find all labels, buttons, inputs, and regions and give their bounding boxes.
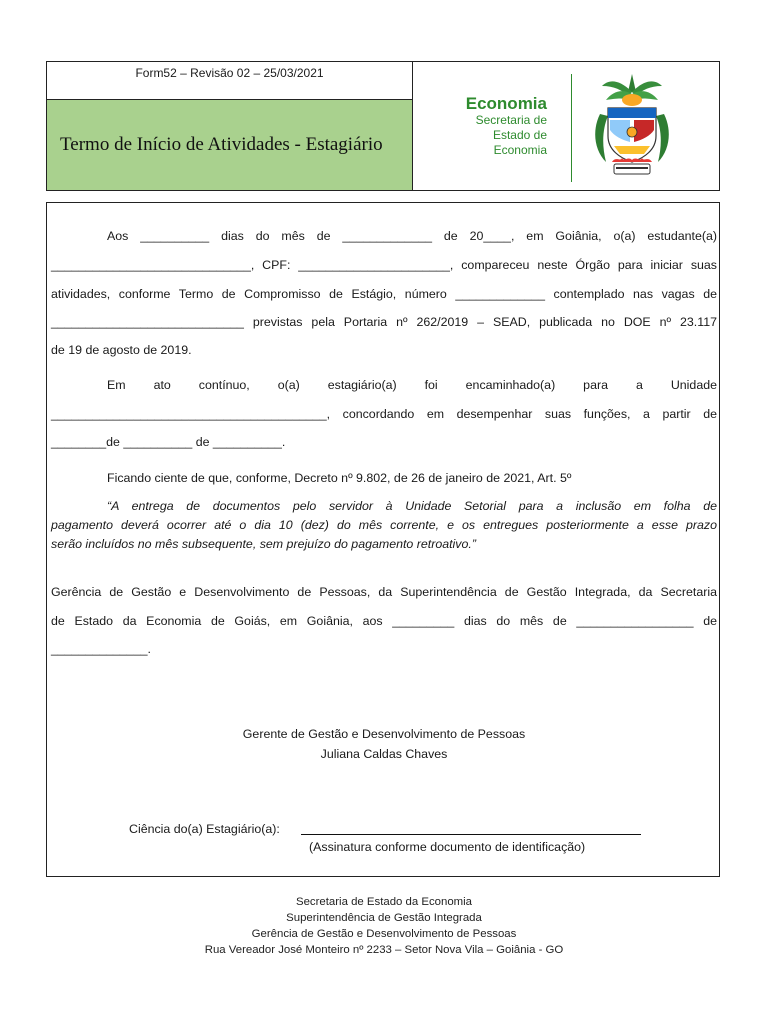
goias-coat-of-arms-icon (588, 70, 676, 182)
title-cell (47, 100, 412, 190)
signature-note: (Assinatura conforme documento de identificação) (309, 840, 586, 854)
footer-line-2: Superintendência de Gestão Integrada (286, 912, 482, 924)
paragraph-1-line-5: de 19 de agosto de 2019. (51, 343, 192, 357)
footer-line-1: Secretaria de Estado da Economia (295, 896, 473, 908)
document-title: Termo de Início de Atividades - Estagiário (60, 134, 383, 155)
economia-sub-2: Estado de (492, 128, 547, 142)
paragraph-1-line-1: Aos __________ dias do mês de _____________ de 20____, em Goiânia, o(a) estudante(a) (107, 229, 717, 243)
manager-name: Juliana Caldas Chaves (320, 747, 448, 761)
economia-sub-1: Secretaria de (475, 113, 547, 127)
paragraph-4-line-2: de Estado da Economia de Goiás, em Goiânia, aos _________ dias do mês de _________________ de (51, 614, 717, 628)
paragraph-2-line-1: Em ato contínuo, o(a) estagiário(a) foi encaminhado(a) para a Unidade (107, 378, 717, 392)
paragraph-1-line-3: atividades, conforme Termo de Compromisso de Estágio, número _____________ contemplado nas vagas de (51, 287, 717, 301)
quote-line-2: pagamento deverá ocorrer até o dia 10 (dez) do mês corrente, e os entregues posteriormente a esse prazo (51, 518, 717, 532)
paragraph-1-line-4: ____________________________ previstas pela Portaria nº 262/2019 – SEAD, publicada no DOE nº 23.117 (51, 315, 717, 329)
header-left-cell (47, 62, 413, 190)
signature-line (301, 834, 641, 835)
economia-logo-text (466, 94, 547, 158)
quote-line-3: serão incluídos no mês subsequente, sem prejuízo do pagamento retroativo.” (51, 537, 476, 551)
paragraph-4-line-3: ______________. (51, 642, 151, 656)
footer-line-4: Rua Vereador José Monteiro nº 2233 – Setor Nova Vila – Goiânia - GO (204, 944, 564, 956)
document-header (46, 61, 720, 191)
economia-sub-3: Economia (493, 143, 547, 157)
manager-role: Gerente de Gestão e Desenvolvimento de Pessoas (242, 727, 526, 741)
paragraph-4-line-1: Gerência de Gestão e Desenvolvimento de Pessoas, da Superintendência de Gestão Integrada, da Secretaria (51, 585, 717, 599)
paragraph-2-line-3: ________de __________ de __________. (51, 435, 286, 449)
paragraph-3: Ficando ciente de que, conforme, Decreto nº 9.802, de 26 de janeiro de 2021, Art. 5º (107, 471, 572, 485)
footer-line-3: Gerência de Gestão e Desenvolvimento de Pessoas (251, 928, 517, 940)
ciencia-label: Ciência do(a) Estagiário(a): (129, 822, 280, 836)
document-footer (0, 894, 768, 958)
quote-line-1: “A entrega de documentos pelo servidor à Unidade Setorial para a inclusão em folha de (107, 499, 717, 513)
paragraph-1-line-2: _____________________________, CPF: ______________________, compareceu neste Órgão para iniciar suas (51, 258, 717, 272)
document-body (46, 202, 720, 877)
paragraph-2-line-2: ________________________________________, concordando em desempenhar suas funções, a partir de (51, 407, 717, 421)
form-code: Form52 – Revisão 02 – 25/03/2021 (47, 62, 412, 100)
economia-brand: Economia (465, 94, 547, 113)
logo-divider (571, 74, 572, 182)
logo-area (413, 62, 719, 190)
